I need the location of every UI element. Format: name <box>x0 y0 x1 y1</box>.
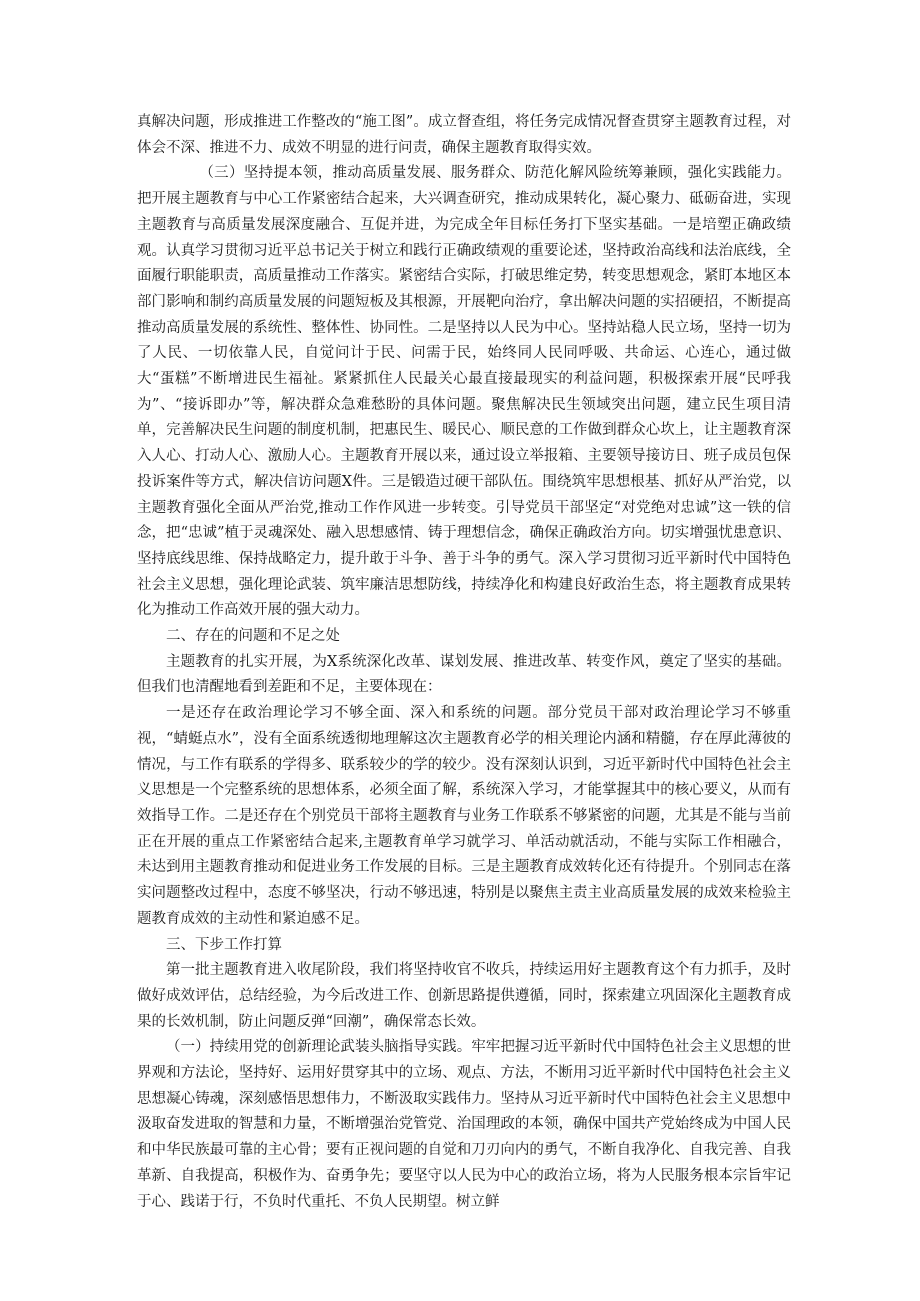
paragraph-continuation: 真解决问题，形成推进工作整改的“施工图”。成立督查组，将任务完成情况督查贯穿主题教育过程，对体会不深、推进不力、成效不明显的进行问责，确保主题教育取得实效。 <box>137 114 791 156</box>
heading-next-steps: 三、下步工作打算 <box>166 936 282 953</box>
paragraph-next-steps-1: （一）持续用党的创新理论武装头脑指导实践。牢牢把握习近平新时代中国特色社会主义思想的世界观和方法论，坚持好、运用好贯穿其中的立场、观点、方法，不断用习近平新时代中国特色社会主义思想凝心铸魂，深刻感悟思想伟力，不断汲取实践伟力。坚持从习近平新时代中国特色社会主义思想中汲取奋发进取的智慧和力量，不断增强治党管党、治国理政的本领，确保中国共产党始终成为中国人民和中华民族最可靠的主心骨；要有正视问题的自觉和刀刃向内的勇气，不断自我净化、自我完善、自我革新、自我提高，积极作为、奋勇争先；要坚守以人民为中心的政治立场，将为人民服务根本宗旨牢记于心、践诺于行，不负时代重托、不负人民期望。树立鲜 <box>137 1039 791 1210</box>
paragraph-problems-detail: 一是还存在政治理论学习不够全面、深入和系统的问题。部分党员干部对政治理论学习不够重视，“蜻蜓点水”，没有全面系统透彻地理解这次主题教育必学的相关理论内涵和精髓，存在厚此薄彼的情况，与工作有联系的学得多、联系较少的学的较少。没有深刻认识到，习近平新时代中国特色社会主义思想是一个完整系统的思想体系，必须全面了解，系统深入学习，才能掌握其中的核心要义，从而有效指导工作。二是还存在个别党员干部将主题教育与业务工作联系不够紧密的问题，尤其是不能与当前正在开展的重点工作紧密结合起来,主题教育单学习就学习、单活动就活动，不能与实际工作相融合，未达到用主题教育推动和促进业务工作发展的目标。三是主题教育成效转化还有待提升。个别同志在落实问题整改过程中，态度不够坚决，行动不够迅速，特别是以聚焦主责主业高质量发展的成效来检验主题教育成效的主动性和紧迫感不足。 <box>137 705 791 927</box>
paragraph-problems-intro: 主题教育的扎实开展，为X系统深化改革、谋划发展、推进改革、转变作风，奠定了坚实的基础。但我们也清醒地看到差距和不足，主要体现在： <box>137 653 791 696</box>
heading-problems: 二、存在的问题和不足之处 <box>166 628 340 645</box>
paragraph-next-steps-intro: 第一批主题教育进入收尾阶段，我们将坚持收官不收兵，持续运用好主题教育这个有力抓手，及时做好成效评估，总结经验，为今后改进工作、创新思路提供遵循，同时，探索建立巩固深化主题教育成果的长效机制，防止问题反弹“回潮”，确保常态长效。 <box>137 962 791 1030</box>
paragraph-section-3: （三）坚持提本领，推动高质量发展、服务群众、防范化解风险统筹兼顾，强化实践能力。把开展主题教育与中心工作紧密结合起来，大兴调查研究，推动成果转化，凝心聚力、砥砺奋进，实现主题教育与高质量发展深度融合、互促并进，为完成全年目标任务打下坚实基础。一是培塑正确政绩观。认真学习贯彻习近平总书记关于树立和践行正确政绩观的重要论述，坚持政治高线和法治底线，全面履行职能职责，高质量推动工作落实。紧密结合实际，打破思维定势，转变思想观念，紧盯本地区本部门影响和制约高质量发展的问题短板及其根源，开展靶向治疗，拿出解决问题的实招硬招，不断提高推动高质量发展的系统性、整体性、协同性。二是坚持以人民为中心。坚持站稳人民立场，坚持一切为了人民、一切依靠人民，自觉问计于民、问需于民，始终同人民同呼吸、共命运、心连心，通过做大“蛋糕”不断增进民生福祉。紧紧抓住人民最关心最直接最现实的利益问题，积极探索开展“民呼我为”、“接诉即办”等，解决群众急难愁盼的具体问题。聚焦解决民生领域突出问题，建立民生项目清单，完善解决民生问题的制度机制，把惠民生、暖民心、顺民意的工作做到群众心坎上，让主题教育深入人心、打动人心、激励人心。主题教育开展以来，通过设立举报箱、主要领导接访日、班子成员包保投诉案件等方式，解决信访问题X件。三是锻造过硬干部队伍。围绕筑牢思想根基、抓好从严治党，以主题教育强化全面从严治党,推动工作作风进一步转变。引导党员干部坚定“对党绝对忠诚”这一铁的信念，把“忠诚”植于灵魂深处、融入思想感情、铸于理想信念，确保正确政治方向。切实增强忧患意识、坚持底线思维、保持战略定力，提升敢于斗争、善于斗争的勇气。深入学习贯彻习近平新时代中国特色社会主义思想，强化理论武装、筑牢廉洁思想防线，持续净化和构建良好政治生态，将主题教育成果转化为推动工作高效开展的强大动力。 <box>137 165 791 619</box>
document-body <box>137 110 791 1215</box>
